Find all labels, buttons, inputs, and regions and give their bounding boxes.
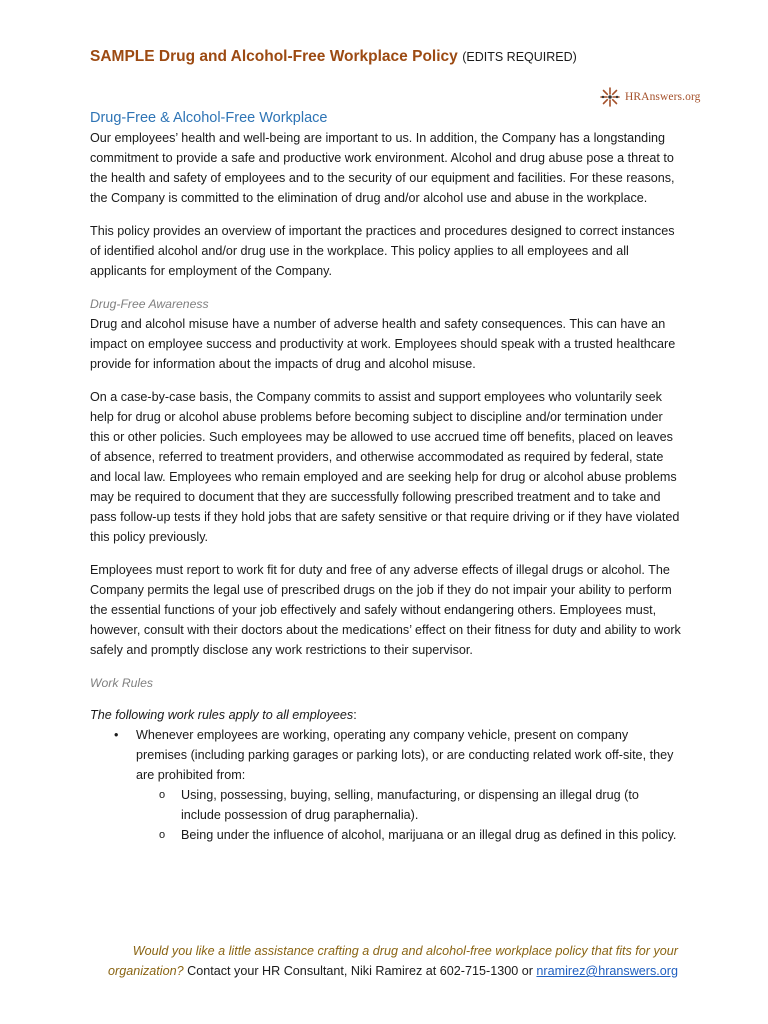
bullet-text: Whenever employees are working, operating any company vehicle, present on company premises (including parking garages or parking lots), or are conducting related work off-site, they are prohibited from: bbox=[136, 728, 674, 782]
list-item bbox=[136, 725, 682, 845]
drug-free-awareness-heading: Drug-Free Awareness bbox=[90, 297, 209, 311]
awareness-paragraph-2: On a case-by-case basis, the Company commits to assist and support employees who voluntarily seek help for drug or alcohol abuse problems before becoming subject to discipline and/or termination under this or other policies. Such employees may be allowed to use accrued time off benefits, placed on leaves of absence, referred to treatment providers, and otherwise accommodated as required by federal, state and local law. Employees who remain employed and are seeking help for drug or alcohol abuse problems may be required to document that they are successfully following prescribed treatment and to take and pass follow-up tests if they hold jobs that are safety sensitive or that require driving or if they have violated this policy previously. bbox=[90, 390, 680, 544]
email-link[interactable]: nramirez@hranswers.org bbox=[536, 964, 678, 978]
hranswers-logo bbox=[599, 86, 701, 108]
awareness-paragraph-1: Drug and alcohol misuse have a number of adverse health and safety consequences. This can have an impact on employee success and productivity at work. Employees should speak with a trusted healthcare provide for information about the impacts of drug and alcohol misuse. bbox=[90, 317, 676, 371]
list-item: o Using, possessing, buying, selling, manufacturing, or dispensing an illegal drug (to include possession of drug paraphernalia). bbox=[181, 785, 682, 825]
work-rules-heading: Work Rules bbox=[90, 676, 153, 690]
section-heading: Drug-Free & Alcohol-Free Workplace bbox=[90, 110, 328, 126]
footer-contact-text: Contact your HR Consultant, Niki Ramirez at 602-715-1300 or bbox=[183, 964, 537, 978]
starburst-logo-icon bbox=[599, 86, 621, 108]
work-rules-intro bbox=[90, 705, 682, 725]
work-rules-intro-colon: : bbox=[353, 708, 357, 722]
edits-required-note: (EDITS REQUIRED) bbox=[462, 50, 577, 64]
awareness-paragraph-3: Employees must report to work fit for duty and free of any adverse effects of illegal drugs or alcohol. The Company permits the legal use of prescribed drugs on the job if they do not impair your ability to perform the essential functions of your job effectively and safely without endangering others. Employees must, however, consult with their doctors about the medications’ effect on their fitness for duty and ability to work safely and promptly disclose any work restrictions to their supervisor. bbox=[90, 563, 681, 657]
footer-promo: Would you like a little assistance crafting a drug and alcohol-free workplace policy that fits for your organization? bbox=[108, 944, 678, 978]
document-title: SAMPLE Drug and Alcohol-Free Workplace Policy bbox=[90, 48, 458, 65]
prohibited-actions-list bbox=[136, 785, 682, 845]
work-rules-list bbox=[90, 725, 682, 845]
intro-paragraph-1: Our employees’ health and well-being are important to us. In addition, the Company has a longstanding commitment to provide a safe and productive work environment. Alcohol and drug abuse pose a threat to the health and safety of employees and to the security of our equipment and facilities. For these reasons, the Company is committed to the elimination of drug and/or alcohol use and abuse in the workplace. bbox=[90, 131, 675, 205]
logo-text: HRAnswers.org bbox=[625, 91, 701, 103]
document-title-row bbox=[90, 48, 690, 66]
list-item: o Being under the influence of alcohol, marijuana or an illegal drug as defined in this policy. bbox=[181, 825, 682, 845]
intro-paragraph-2: This policy provides an overview of important the practices and procedures designed to correct instances of identified alcohol and/or drug use in the workplace. This policy applies to all employees and all applicants for employment of the Company. bbox=[90, 224, 675, 278]
work-rules-intro-text: The following work rules apply to all employees bbox=[90, 708, 354, 722]
footer-contact bbox=[90, 941, 678, 981]
document-body bbox=[90, 108, 682, 845]
